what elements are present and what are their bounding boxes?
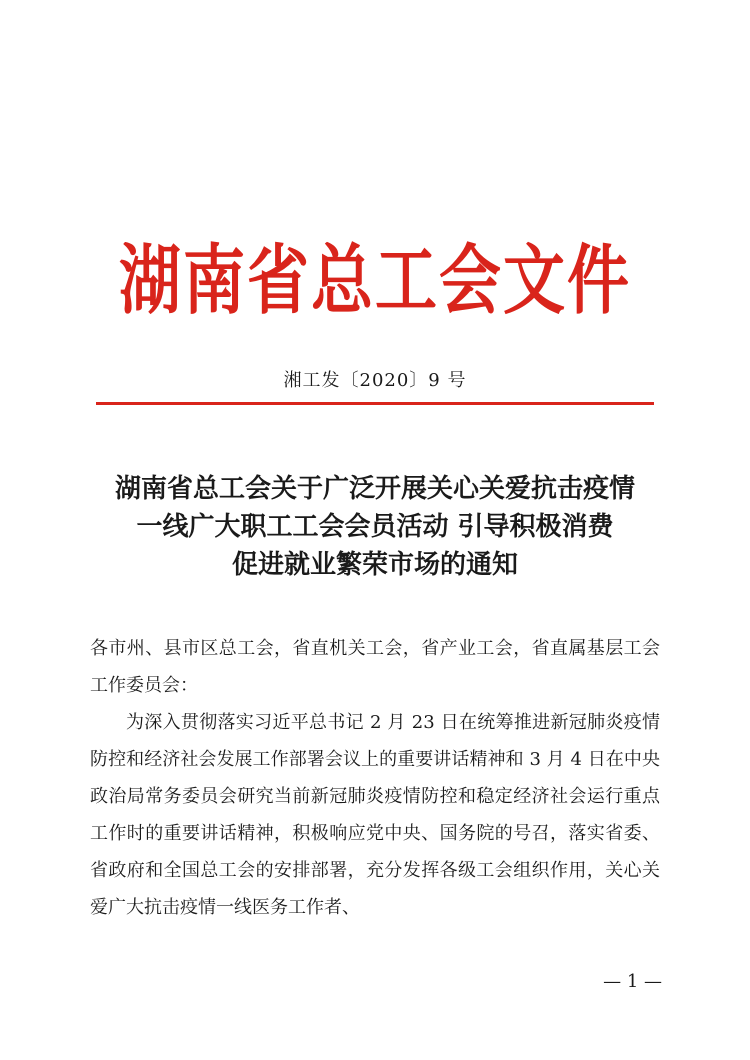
- body-paragraph-1: 为深入贯彻落实习近平总书记 2 月 23 日在统筹推进新冠肺炎疫情防控和经济社会发展工作部署会议上的重要讲话精神和 3 月 4 日在中央政治局常务委员会研究当前新冠肺炎疫情防控和稳定经济社会运行重点工作时的重要讲话精神，积极响应党中央、国务院的号召，落实省委、省政府和全国总工会的安排部署，充分发挥各级工会组织作用，关心关爱广大抗击疫情一线医务工作者、: [90, 712, 660, 918]
- notice-title-line-2: 一线广大职工工会会员活动 引导积极消费: [136, 512, 614, 542]
- notice-title: [60, 470, 690, 584]
- notice-title-line-3: 促进就业繁荣市场的通知: [231, 550, 518, 580]
- page-number: — 1 —: [603, 971, 662, 992]
- addressee: 各市州、县市区总工会，省直机关工会，省产业工会，省直属基层工会工作委员会：: [90, 638, 660, 696]
- red-divider-line: [96, 402, 654, 405]
- organization-title: 湖南省总工会文件: [118, 235, 631, 325]
- notice-title-line-1: 湖南省总工会关于广泛开展关心关爱抗击疫情: [114, 474, 635, 504]
- document-number: 湘工发〔2020〕9 号: [283, 370, 467, 391]
- notice-body: [90, 630, 660, 926]
